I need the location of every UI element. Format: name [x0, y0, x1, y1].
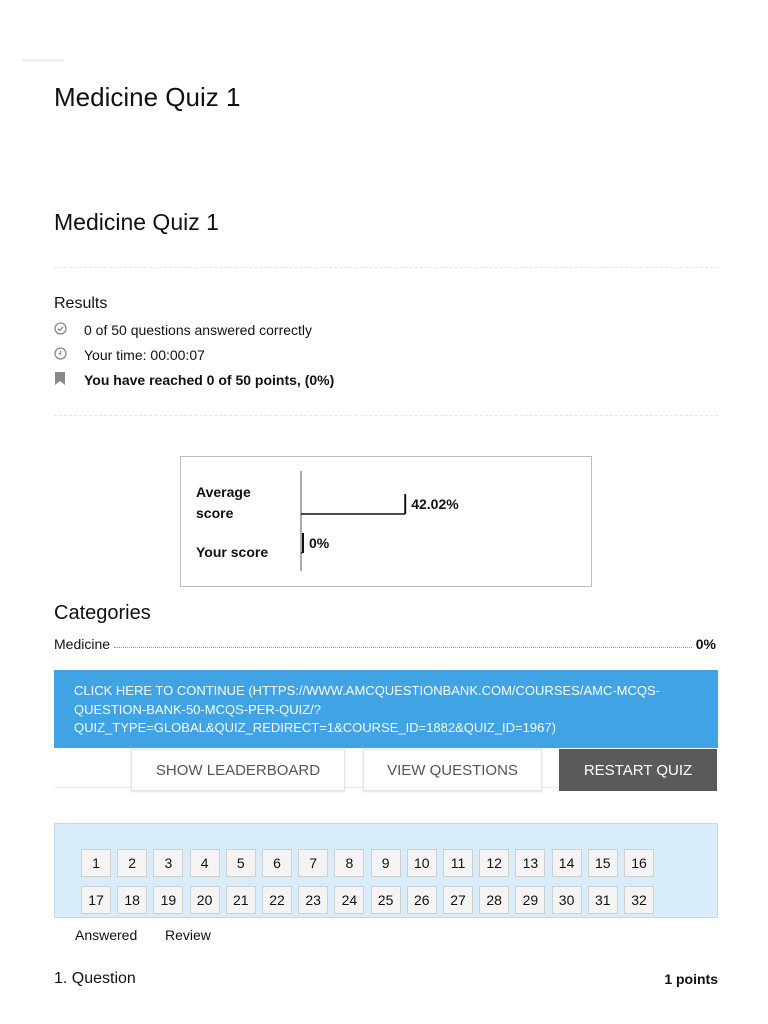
score-chart	[180, 456, 592, 587]
question-number-button[interactable]: 17	[81, 886, 111, 914]
question-number-button[interactable]: 29	[515, 886, 545, 914]
view-questions-button[interactable]: VIEW QUESTIONS	[363, 749, 542, 791]
restart-quiz-button[interactable]: RESTART QUIZ	[559, 749, 717, 791]
category-row	[54, 636, 716, 652]
show-leaderboard-button[interactable]: SHOW LEADERBOARD	[131, 749, 345, 791]
question-number-button[interactable]: 27	[443, 886, 473, 914]
legend-review: Review	[165, 927, 211, 943]
continue-text-line: CLICK HERE TO CONTINUE (HTTPS://WWW.AMCQUESTIONBANK.COM/COURSES/AMC-MCQS-	[74, 683, 660, 698]
page-title: Medicine Quiz 1	[54, 82, 241, 112]
data-label: 42.02%	[411, 496, 459, 512]
question-number-button[interactable]: 20	[190, 886, 220, 914]
result-points-row	[54, 372, 334, 388]
legend-answered: Answered	[75, 927, 138, 943]
question-number-button[interactable]: 16	[624, 849, 654, 877]
question-number-button[interactable]: 8	[334, 849, 364, 877]
category-value: 0%	[695, 636, 716, 652]
question-number-button[interactable]: 5	[226, 849, 256, 877]
time-text: Your time: 00:00:07	[84, 347, 205, 363]
question-number-button[interactable]: 23	[298, 886, 328, 914]
data-label: 0%	[309, 535, 330, 551]
question-number-button[interactable]: 28	[479, 886, 509, 914]
continue-link[interactable]	[54, 670, 718, 748]
question-points: 1 points	[664, 971, 718, 987]
section-divider	[54, 415, 718, 416]
correct-count-text: 0 of 50 questions answered correctly	[84, 322, 313, 338]
question-number-button[interactable]: 21	[226, 886, 256, 914]
question-number-button[interactable]: 26	[407, 886, 437, 914]
score-chart-svg	[181, 457, 591, 586]
bookmark-icon	[54, 372, 84, 388]
question-number-button[interactable]: 2	[117, 849, 147, 877]
question-number-button[interactable]: 9	[371, 849, 401, 877]
question-number-button[interactable]: 15	[588, 849, 618, 877]
question-number-button[interactable]: 6	[262, 849, 292, 877]
question-number-button[interactable]: 12	[479, 849, 509, 877]
continue-text-line: QUIZ_TYPE=GLOBAL&QUIZ_REDIRECT=1&COURSE_ID=1882&QUIZ_ID=1967)	[74, 720, 556, 735]
category-label: Your score	[196, 544, 269, 560]
question-number-button[interactable]: 30	[552, 886, 582, 914]
question-number-button[interactable]: 25	[371, 886, 401, 914]
categories-heading: Categories	[54, 602, 151, 624]
question-navigation	[54, 823, 718, 918]
question-number-button[interactable]: 4	[190, 849, 220, 877]
question-number-button[interactable]: 14	[552, 849, 582, 877]
category-name: Medicine	[54, 636, 111, 652]
top-divider-mark	[22, 59, 64, 62]
question-number-button[interactable]: 32	[624, 886, 654, 914]
question-number-button[interactable]: 31	[588, 886, 618, 914]
question-number-button[interactable]: 10	[407, 849, 437, 877]
results-heading: Results	[54, 295, 108, 312]
category-label: score	[196, 505, 234, 521]
question-number-button[interactable]: 24	[334, 886, 364, 914]
question-heading: 1. Question	[54, 970, 136, 987]
clock-icon	[54, 347, 84, 363]
question-number-button[interactable]: 3	[153, 849, 183, 877]
continue-text-line: QUESTION-BANK-50-MCQS-PER-QUIZ/?	[74, 701, 322, 717]
check-circle-icon	[54, 322, 84, 338]
question-number-button[interactable]: 18	[117, 886, 147, 914]
question-number-button[interactable]: 1	[81, 849, 111, 877]
points-text: You have reached 0 of 50 points, (0%)	[84, 372, 335, 388]
result-time-row	[54, 347, 205, 363]
question-number-button[interactable]: 13	[515, 849, 545, 877]
question-number-button[interactable]: 22	[262, 886, 292, 914]
question-number-button[interactable]: 7	[298, 849, 328, 877]
category-dots	[114, 647, 692, 648]
result-correct-row	[54, 322, 312, 338]
section-divider	[54, 267, 718, 268]
question-number-button[interactable]: 19	[153, 886, 183, 914]
question-number-button[interactable]: 11	[443, 849, 473, 877]
category-label: Average	[196, 484, 251, 500]
quiz-title: Medicine Quiz 1	[54, 209, 219, 235]
